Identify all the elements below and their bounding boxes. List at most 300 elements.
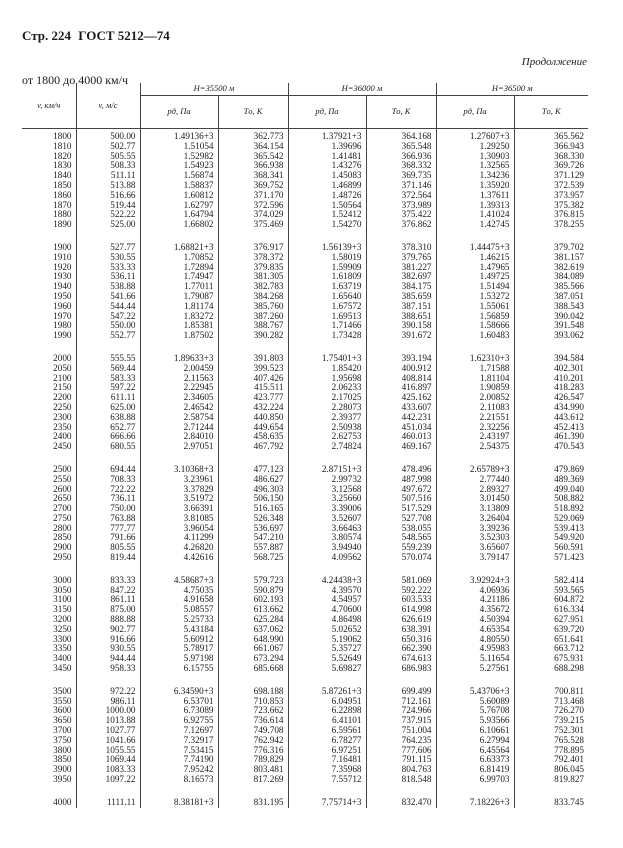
- cell-v-ms: 722.22: [76, 485, 140, 495]
- cell-pd-2: 3.66463: [288, 524, 366, 534]
- cell-t-3: 426.547: [514, 393, 588, 403]
- cell-v-kmh: 1900: [53, 241, 72, 252]
- cell-t-2: 381.227: [366, 263, 436, 273]
- cell-t-2: 517.529: [366, 504, 436, 514]
- col-v-kmh: v, км/ч: [22, 83, 76, 129]
- cell-t-2: 442.231: [366, 413, 436, 423]
- cell-pd-3: 1.55061: [436, 302, 514, 312]
- cell-v-ms: 1055.55: [76, 746, 140, 756]
- cell-pd-2: 1.46899: [288, 181, 366, 191]
- cell-t-3: 382.619: [514, 263, 588, 273]
- cell-pd-3: 3.39236: [436, 524, 514, 534]
- cell-t-3: 489.369: [514, 475, 588, 485]
- cell-v-ms: 930.55: [76, 644, 140, 654]
- cell-t-3: 393.062: [514, 331, 588, 341]
- block-gap: [22, 785, 588, 798]
- cell-v-kmh: 2950: [53, 552, 72, 563]
- cell-v-ms: 1069.44: [76, 755, 140, 765]
- cell-t-2: 388.651: [366, 312, 436, 322]
- cell-v-kmh: 3000: [53, 574, 72, 585]
- cell-t-2: 372.564: [366, 191, 436, 201]
- cell-t-3: 381.157: [514, 253, 588, 263]
- cell-pd-3: 3.13809: [436, 504, 514, 514]
- cell-pd-3: 1.71588: [436, 364, 514, 374]
- cell-v-ms: 847.22: [76, 586, 140, 596]
- cell-pd-1: 5.08557: [140, 605, 218, 615]
- cell-t-3: 819.827: [514, 775, 588, 785]
- cell-t-3: 549.920: [514, 533, 588, 543]
- cell-t-3: 688.298: [514, 664, 588, 674]
- cell-pd-2: 3.39006: [288, 504, 366, 514]
- cell-pd-2: 1.61809: [288, 272, 366, 282]
- cell-t-3: 792.401: [514, 755, 588, 765]
- cell-v-ms: 805.55: [76, 543, 140, 553]
- cell-t-2: 638.391: [366, 625, 436, 635]
- cell-pd-2: 1.63719: [288, 282, 366, 292]
- cell-pd-2: 6.22898: [288, 706, 366, 716]
- cell-v-ms: 777.77: [76, 524, 140, 534]
- cell-t-3: 378.255: [514, 220, 588, 230]
- cell-v-ms: 555.55: [76, 354, 140, 364]
- cell-pd-1: 1.60812: [140, 191, 218, 201]
- cell-t-1: 710.853: [218, 697, 288, 707]
- cell-t-3: 508.882: [514, 494, 588, 504]
- cell-v-kmh: 2300: [53, 411, 72, 422]
- cell-v-ms: 736.11: [76, 494, 140, 504]
- cell-v-kmh: 2600: [53, 483, 72, 494]
- cell-pd-3: 4.50394: [436, 615, 514, 625]
- cell-v-ms: 513.88: [76, 181, 140, 191]
- cell-pd-2: 1.52412: [288, 210, 366, 220]
- cell-pd-2: 2.50938: [288, 423, 366, 433]
- cell-pd-3: 5.27561: [436, 664, 514, 674]
- atmosphere-table: [22, 83, 588, 808]
- cell-v-kmh: 3350: [53, 643, 72, 654]
- cell-t-1: 568.725: [218, 553, 288, 563]
- standard-code: ГОСТ 5212—74: [78, 28, 170, 43]
- cell-t-1: 477.123: [218, 465, 288, 475]
- cell-t-1: 376.917: [218, 243, 288, 253]
- cell-pd-1: 5.60912: [140, 635, 218, 645]
- cell-pd-2: 7.35968: [288, 765, 366, 775]
- cell-t-3: 391.548: [514, 321, 588, 331]
- cell-t-1: 415.511: [218, 383, 288, 393]
- cell-pd-2: 1.69513: [288, 312, 366, 322]
- cell-t-3: 639.720: [514, 625, 588, 635]
- cell-v-ms: 638.88: [76, 413, 140, 423]
- cell-v-kmh: 2450: [53, 441, 72, 452]
- cell-pd-1: 1.72894: [140, 263, 218, 273]
- cell-pd-1: 1.62797: [140, 201, 218, 211]
- cell-v-kmh: 2900: [53, 542, 72, 553]
- cell-t-1: 379.835: [218, 263, 288, 273]
- cell-pd-3: 1.53272: [436, 292, 514, 302]
- col-t-2: Tо, К: [366, 96, 436, 129]
- cell-t-2: 375.422: [366, 210, 436, 220]
- cell-t-3: 373.957: [514, 191, 588, 201]
- cell-v-kmh: 3700: [53, 725, 72, 736]
- cell-v-kmh: 2750: [53, 512, 72, 523]
- cell-pd-2: 2.17025: [288, 393, 366, 403]
- cell-pd-2: 2.28073: [288, 403, 366, 413]
- table-row: [22, 775, 588, 785]
- cell-v-ms: 833.33: [76, 576, 140, 586]
- cell-pd-2: 2.62753: [288, 432, 366, 442]
- block-gap: [22, 452, 588, 465]
- cell-t-1: 557.887: [218, 543, 288, 553]
- cell-pd-3: 2.65789+3: [436, 465, 514, 475]
- cell-t-1: 385.760: [218, 302, 288, 312]
- cell-t-2: 764.235: [366, 736, 436, 746]
- cell-v-kmh: 1920: [53, 261, 72, 272]
- cell-t-2: 751.004: [366, 726, 436, 736]
- cell-pd-2: 6.59561: [288, 726, 366, 736]
- cell-pd-3: 1.62310+3: [436, 354, 514, 364]
- cell-t-1: 803.481: [218, 765, 288, 775]
- cell-t-2: 451.034: [366, 423, 436, 433]
- cell-pd-2: 6.41101: [288, 716, 366, 726]
- cell-t-3: 385.566: [514, 282, 588, 292]
- cell-t-2: 832.470: [366, 798, 436, 808]
- cell-v-ms: 569.44: [76, 364, 140, 374]
- cell-pd-3: 1.39313: [436, 201, 514, 211]
- col-t-1: Tо, К: [218, 96, 288, 129]
- cell-v-ms: 508.33: [76, 161, 140, 171]
- block-gap: [22, 674, 588, 687]
- cell-v-ms: 550.00: [76, 321, 140, 331]
- cell-t-1: 381.305: [218, 272, 288, 282]
- cell-t-3: 571.423: [514, 553, 588, 563]
- cell-pd-1: 6.53701: [140, 697, 218, 707]
- cell-t-2: 592.222: [366, 586, 436, 596]
- cell-pd-1: 6.34590+3: [140, 687, 218, 697]
- cell-pd-1: 5.97198: [140, 654, 218, 664]
- cell-t-3: 663.712: [514, 644, 588, 654]
- cell-v-ms: 861.11: [76, 595, 140, 605]
- table-row: [22, 442, 588, 452]
- cell-pd-1: 1.70852: [140, 253, 218, 263]
- cell-t-3: 700.811: [514, 687, 588, 697]
- cell-v-kmh: 2650: [53, 493, 72, 504]
- cell-pd-3: 7.18226+3: [436, 798, 514, 808]
- col-pd-1: pд, Па: [140, 96, 218, 129]
- cell-v-kmh: 2350: [53, 421, 72, 432]
- cell-t-1: 625.284: [218, 615, 288, 625]
- cell-pd-3: 3.01450: [436, 494, 514, 504]
- cell-pd-3: 1.46215: [436, 253, 514, 263]
- cell-t-2: 497.672: [366, 485, 436, 495]
- cell-t-1: 407.426: [218, 374, 288, 384]
- cell-pd-2: 2.06233: [288, 383, 366, 393]
- cell-t-3: 726.270: [514, 706, 588, 716]
- cell-t-1: 776.316: [218, 746, 288, 756]
- cell-t-2: 804.763: [366, 765, 436, 775]
- cell-pd-3: 1.27607+3: [436, 129, 514, 142]
- cell-pd-1: 8.16573: [140, 775, 218, 785]
- cell-t-1: 374.029: [218, 210, 288, 220]
- cell-pd-2: 1.48726: [288, 191, 366, 201]
- cell-pd-3: 2.77440: [436, 475, 514, 485]
- cell-v-kmh: 1800: [53, 131, 72, 141]
- cell-t-1: 661.067: [218, 644, 288, 654]
- cell-v-ms: 1000.00: [76, 706, 140, 716]
- cell-v-kmh: 1860: [53, 189, 72, 200]
- cell-t-1: 388.767: [218, 321, 288, 331]
- cell-t-2: 385.659: [366, 292, 436, 302]
- cell-t-2: 527.708: [366, 514, 436, 524]
- cell-v-ms: 552.77: [76, 331, 140, 341]
- cell-v-ms: 519.44: [76, 201, 140, 211]
- cell-pd-1: 7.53415: [140, 746, 218, 756]
- cell-pd-1: 4.26820: [140, 543, 218, 553]
- cell-v-kmh: 1830: [53, 160, 72, 171]
- cell-v-kmh: 1850: [53, 179, 72, 190]
- cell-t-2: 369.735: [366, 171, 436, 181]
- cell-pd-1: 1.54923: [140, 161, 218, 171]
- cell-pd-1: 1.51054: [140, 142, 218, 152]
- cell-v-ms: 625.00: [76, 403, 140, 413]
- cell-v-ms: 583.33: [76, 374, 140, 384]
- cell-v-kmh: 1940: [53, 281, 72, 292]
- cell-pd-1: 2.71244: [140, 423, 218, 433]
- cell-pd-2: 1.75401+3: [288, 354, 366, 364]
- cell-pd-2: 2.99732: [288, 475, 366, 485]
- cell-v-ms: 525.00: [76, 220, 140, 230]
- table-row: [22, 220, 588, 230]
- cell-pd-3: 5.43706+3: [436, 687, 514, 697]
- cell-pd-1: 3.23961: [140, 475, 218, 485]
- cell-t-3: 604.872: [514, 595, 588, 605]
- cell-pd-3: 4.65354: [436, 625, 514, 635]
- cell-v-ms: 1041.66: [76, 736, 140, 746]
- cell-pd-3: 1.81104: [436, 374, 514, 384]
- cell-pd-1: 3.66391: [140, 504, 218, 514]
- cell-pd-1: 2.97051: [140, 442, 218, 452]
- cell-t-2: 433.607: [366, 403, 436, 413]
- cell-pd-3: 4.21186: [436, 595, 514, 605]
- cell-pd-2: 5.69827: [288, 664, 366, 674]
- cell-t-3: 582.414: [514, 576, 588, 586]
- cell-t-1: 723.662: [218, 706, 288, 716]
- cell-t-1: 432.224: [218, 403, 288, 413]
- cell-t-2: 581.069: [366, 576, 436, 586]
- cell-t-2: 364.168: [366, 129, 436, 142]
- cell-v-kmh: 4000: [53, 796, 72, 807]
- cell-v-ms: 750.00: [76, 504, 140, 514]
- cell-t-3: 375.382: [514, 201, 588, 211]
- cell-t-2: 699.499: [366, 687, 436, 697]
- cell-pd-3: 4.80550: [436, 635, 514, 645]
- cell-pd-1: 1.52982: [140, 152, 218, 162]
- cell-v-kmh: 1930: [53, 271, 72, 282]
- cell-pd-1: 1.58837: [140, 181, 218, 191]
- cell-pd-1: 1.56874: [140, 171, 218, 181]
- cell-pd-2: 1.37921+3: [288, 129, 366, 142]
- cell-v-kmh: 3650: [53, 715, 72, 726]
- cell-t-2: 626.619: [366, 615, 436, 625]
- cell-t-3: 387.051: [514, 292, 588, 302]
- cell-t-1: 362.773: [218, 129, 288, 142]
- cell-v-ms: 875.00: [76, 605, 140, 615]
- cell-v-kmh: 3900: [53, 764, 72, 775]
- col-v-ms: v, м/с: [76, 83, 140, 129]
- col-t-3: Tо, К: [514, 96, 588, 129]
- cell-pd-2: 2.87151+3: [288, 465, 366, 475]
- cell-t-2: 387.151: [366, 302, 436, 312]
- cell-v-ms: 1027.77: [76, 726, 140, 736]
- cell-pd-3: 6.63373: [436, 755, 514, 765]
- cell-pd-3: 6.99703: [436, 775, 514, 785]
- cell-pd-2: 5.52649: [288, 654, 366, 664]
- cell-t-2: 818.548: [366, 775, 436, 785]
- cell-pd-1: 6.15755: [140, 664, 218, 674]
- cell-pd-2: 5.19062: [288, 635, 366, 645]
- cell-pd-3: 4.95983: [436, 644, 514, 654]
- cell-pd-1: 5.78917: [140, 644, 218, 654]
- cell-pd-2: 6.78277: [288, 736, 366, 746]
- page-number: Стр. 224: [22, 28, 71, 43]
- cell-t-2: 366.936: [366, 152, 436, 162]
- cell-t-1: 369.752: [218, 181, 288, 191]
- cell-t-3: 376.815: [514, 210, 588, 220]
- cell-pd-2: 1.65640: [288, 292, 366, 302]
- cell-pd-1: 4.75035: [140, 586, 218, 596]
- cell-v-kmh: 2550: [53, 473, 72, 484]
- table-row: [22, 664, 588, 674]
- cell-v-ms: 666.66: [76, 432, 140, 442]
- cell-t-3: 384.089: [514, 272, 588, 282]
- cell-pd-2: 3.25660: [288, 494, 366, 504]
- cell-t-3: 593.565: [514, 586, 588, 596]
- continuation-label: Продолжение: [521, 56, 587, 68]
- cell-pd-1: 1.74947: [140, 272, 218, 282]
- cell-v-kmh: 3950: [53, 774, 72, 785]
- cell-pd-2: 6.04951: [288, 697, 366, 707]
- cell-pd-1: 1.85381: [140, 321, 218, 331]
- cell-t-3: 539.413: [514, 524, 588, 534]
- cell-pd-2: 7.55712: [288, 775, 366, 785]
- cell-pd-1: 6.73089: [140, 706, 218, 716]
- cell-v-kmh: 2100: [53, 372, 72, 383]
- cell-pd-2: 1.59909: [288, 263, 366, 273]
- cell-t-3: 388.543: [514, 302, 588, 312]
- cell-v-ms: 611.11: [76, 393, 140, 403]
- cell-t-2: 378.310: [366, 243, 436, 253]
- cell-t-3: 390.042: [514, 312, 588, 322]
- cell-v-ms: 530.55: [76, 253, 140, 263]
- block-gap: [22, 341, 588, 354]
- cell-pd-2: 1.67572: [288, 302, 366, 312]
- cell-v-kmh: 1870: [53, 199, 72, 210]
- cell-v-ms: 527.77: [76, 243, 140, 253]
- cell-pd-1: 6.92755: [140, 716, 218, 726]
- cell-pd-2: 1.43276: [288, 161, 366, 171]
- cell-pd-3: 2.54375: [436, 442, 514, 452]
- cell-pd-2: 4.54957: [288, 595, 366, 605]
- cell-pd-3: 5.76708: [436, 706, 514, 716]
- cell-pd-3: 2.11083: [436, 403, 514, 413]
- cell-pd-2: 5.35727: [288, 644, 366, 654]
- cell-v-kmh: 2850: [53, 532, 72, 543]
- cell-v-kmh: 3050: [53, 584, 72, 595]
- cell-pd-2: 2.74824: [288, 442, 366, 452]
- cell-t-3: 518.892: [514, 504, 588, 514]
- cell-pd-2: 1.85420: [288, 364, 366, 374]
- cell-pd-3: 2.43197: [436, 432, 514, 442]
- cell-pd-1: 1.87502: [140, 331, 218, 341]
- cell-v-ms: 522.22: [76, 210, 140, 220]
- cell-t-2: 376.862: [366, 220, 436, 230]
- cell-pd-3: 3.65607: [436, 543, 514, 553]
- cell-v-ms: 680.55: [76, 442, 140, 452]
- cell-t-1: 384.268: [218, 292, 288, 302]
- cell-t-1: 371.170: [218, 191, 288, 201]
- cell-pd-2: 5.87261+3: [288, 687, 366, 697]
- cell-t-2: 507.516: [366, 494, 436, 504]
- cell-v-kmh: 3550: [53, 695, 72, 706]
- cell-pd-3: 1.44475+3: [436, 243, 514, 253]
- cell-t-2: 686.983: [366, 664, 436, 674]
- cell-pd-3: 1.51494: [436, 282, 514, 292]
- cell-t-2: 390.158: [366, 321, 436, 331]
- cell-pd-3: 5.60089: [436, 697, 514, 707]
- cell-v-ms: 819.44: [76, 553, 140, 563]
- cell-t-2: 674.613: [366, 654, 436, 664]
- cell-v-ms: 533.33: [76, 263, 140, 273]
- cell-v-ms: 547.22: [76, 312, 140, 322]
- cell-t-1: 673.294: [218, 654, 288, 664]
- cell-v-kmh: 3300: [53, 633, 72, 644]
- cell-t-2: 368.332: [366, 161, 436, 171]
- cell-t-2: 393.194: [366, 354, 436, 364]
- cell-pd-1: 1.79087: [140, 292, 218, 302]
- cell-t-2: 548.565: [366, 533, 436, 543]
- cell-v-ms: 1097.22: [76, 775, 140, 785]
- cell-t-1: 378.372: [218, 253, 288, 263]
- cell-v-kmh: 3750: [53, 734, 72, 745]
- cell-t-3: 499.040: [514, 485, 588, 495]
- cell-t-2: 570.074: [366, 553, 436, 563]
- cell-pd-3: 4.06936: [436, 586, 514, 596]
- cell-t-1: 390.282: [218, 331, 288, 341]
- cell-t-1: 486.627: [218, 475, 288, 485]
- cell-v-ms: 538.88: [76, 282, 140, 292]
- cell-pd-2: 1.50564: [288, 201, 366, 211]
- cell-v-kmh: 3600: [53, 705, 72, 716]
- cell-t-3: 739.215: [514, 716, 588, 726]
- group-height-3: H=36500 м: [436, 83, 588, 96]
- cell-t-2: 373.989: [366, 201, 436, 211]
- cell-t-3: 529.069: [514, 514, 588, 524]
- cell-pd-3: 3.79147: [436, 553, 514, 563]
- cell-t-2: 777.606: [366, 746, 436, 756]
- cell-t-3: 452.413: [514, 423, 588, 433]
- cell-v-kmh: 3450: [53, 663, 72, 674]
- cell-t-3: 402.301: [514, 364, 588, 374]
- cell-pd-1: 7.74190: [140, 755, 218, 765]
- cell-v-kmh: 1820: [53, 150, 72, 161]
- cell-v-ms: 500.00: [76, 129, 140, 142]
- cell-pd-1: 1.68821+3: [140, 243, 218, 253]
- cell-t-3: 365.562: [514, 129, 588, 142]
- cell-pd-1: 4.91658: [140, 595, 218, 605]
- cell-t-3: 368.330: [514, 152, 588, 162]
- cell-pd-2: 1.39696: [288, 142, 366, 152]
- cell-t-3: 461.390: [514, 432, 588, 442]
- cell-t-2: 379.765: [366, 253, 436, 263]
- cell-v-kmh: 1810: [53, 140, 72, 151]
- cell-t-2: 384.175: [366, 282, 436, 292]
